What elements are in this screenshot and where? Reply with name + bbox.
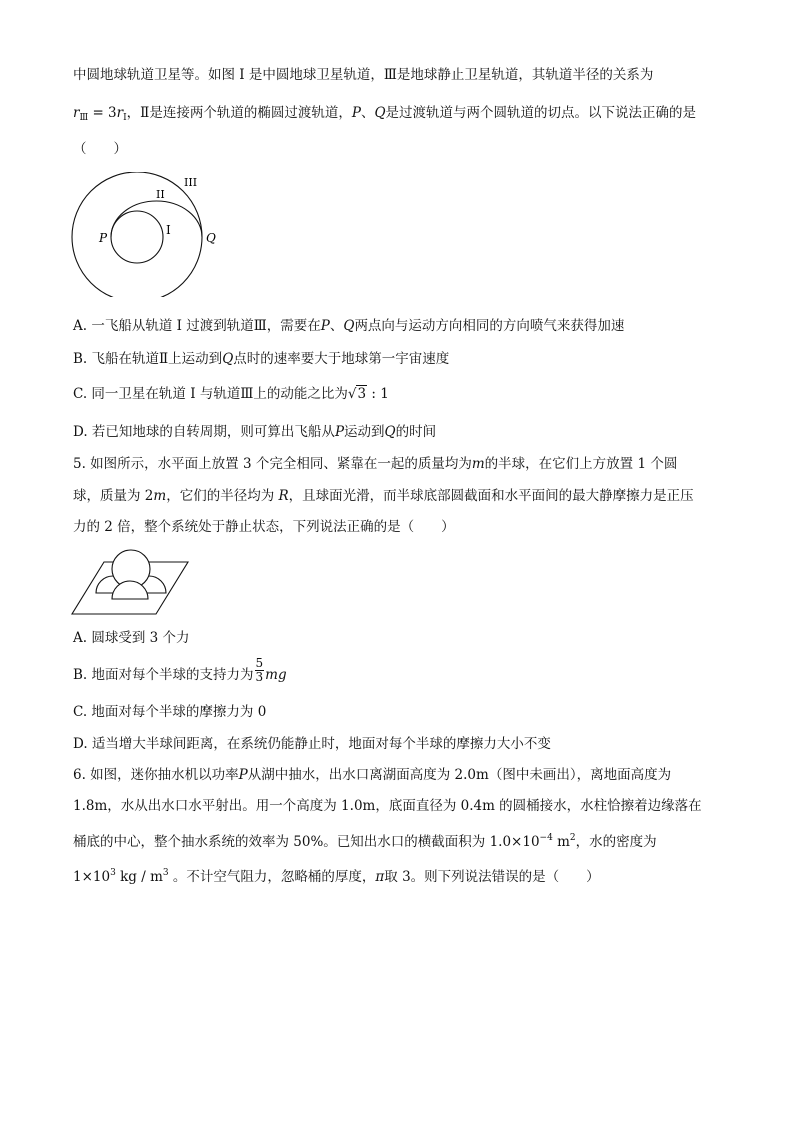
- radius-subscript-3: Ⅲ: [79, 113, 89, 123]
- option-d-text: D. 若已知地球的自转周期，则可算出飞船从: [73, 424, 335, 440]
- label-q: Q: [206, 231, 216, 245]
- q6-text-3: 1.8m，水从出水口水平射出。用一个高度为 1.0m，底面直径为 0.4m 的圆桶接水，水柱恰擦着边缘落在: [73, 798, 702, 814]
- q6-power-p: P: [238, 767, 248, 783]
- separator: 、: [360, 105, 375, 121]
- q5-option-a: [73, 629, 190, 647]
- radius-symbol-3: r: [73, 105, 80, 121]
- q4-option-c: [73, 385, 389, 403]
- intro-text-2: ，Ⅱ是连接两个轨道的椭圆过渡轨道，: [126, 105, 352, 121]
- label-iii: III: [184, 176, 198, 189]
- intro-line-1: [73, 66, 653, 84]
- q6-density-value: 1×10: [73, 869, 111, 885]
- q4-option-d: [73, 423, 436, 441]
- sqrt-radicand: 3: [357, 386, 367, 402]
- fraction-5-3: [255, 657, 265, 684]
- answer-bracket-4: [73, 140, 127, 158]
- label-ii: II: [156, 188, 165, 201]
- q6-area-unit-exponent: 2: [569, 833, 576, 843]
- q5-option-a-text: A. 圆球受到 3 个力: [73, 630, 190, 646]
- option-a-text-2: 两点向与运动方向相同的方向喷气来获得加速: [354, 318, 625, 334]
- option-c-ratio: : 1: [367, 386, 389, 402]
- label-p: P: [99, 231, 108, 245]
- orbit-i-circle: [111, 211, 163, 263]
- fraction-denominator: 3: [255, 670, 264, 684]
- option-b-text-2: 点时的速率要大于地球第一宇宙速度: [233, 351, 450, 367]
- label-i: I: [166, 223, 171, 237]
- option-a-sep: 、: [329, 318, 344, 334]
- bracket-text: （ ）: [73, 141, 127, 157]
- q6-area-unit: m: [552, 834, 570, 850]
- option-a-text: A. 一飞船从轨道 I 过渡到轨道Ⅲ，需要在: [73, 318, 321, 334]
- radius-symbol-1: r: [116, 105, 124, 121]
- q5-text-6: 力的 2 倍，整个系统处于静止状态，下列说法正确的是（ ）: [73, 519, 455, 535]
- q5-line-2: [73, 487, 694, 505]
- hemisphere-figure: [70, 546, 195, 616]
- q6-line-1: [73, 766, 671, 784]
- option-d-p: P: [334, 424, 345, 440]
- q6-pi: π: [375, 869, 385, 885]
- sqrt-expression: √3: [347, 386, 367, 402]
- q5-text-2: 的半球，在它们上方放置 1 个圆: [484, 456, 678, 472]
- option-b-q: Q: [222, 351, 234, 367]
- intro-text-3: 是过渡轨道与两个圆轨道的切点。以下说法正确的是: [385, 105, 697, 121]
- option-a-q: Q: [343, 318, 355, 334]
- q5-line-3: [73, 518, 455, 536]
- q5-text-5: ，且球面光滑，而半球底部圆截面和水平面间的最大静摩擦力是正压: [288, 488, 694, 504]
- point-q: Q: [374, 105, 386, 121]
- option-b-text: B. 飞船在轨道Ⅱ上运动到: [73, 351, 223, 367]
- q6-text-4: 桶底的中心，整个抽水系统的效率为 50%。已知出水口的横截面积为 1.0×10: [73, 834, 540, 850]
- q6-density-exponent: 3: [110, 868, 116, 878]
- orbit-iii-circle: [72, 172, 202, 297]
- intro-line-2: [73, 104, 696, 127]
- point-p: P: [351, 105, 361, 121]
- q5-mass-2m: m: [153, 488, 167, 504]
- option-c-text: C. 同一卫星在轨道 I 与轨道Ⅲ上的动能之比为: [73, 386, 348, 402]
- q6-density-unit-exponent: 3: [162, 868, 169, 878]
- q5-text-4: ，它们的半径均为: [166, 488, 279, 504]
- q6-text-2: 从湖中抽水，出水口离湖面高度为 2.0m（图中未画出），离地面高度为: [247, 767, 672, 783]
- q5-option-c: [73, 703, 266, 721]
- q5-text-3: 球，质量为 2: [73, 488, 154, 504]
- q5-option-b-text: B. 地面对每个半球的支持力为: [73, 667, 254, 683]
- option-d-text-2: 运动到: [344, 424, 385, 440]
- orbit-figure: [66, 172, 216, 297]
- q5-radius-r: R: [278, 488, 289, 504]
- option-d-text-3: 的时间: [395, 424, 437, 440]
- q5-line-1: [73, 455, 677, 473]
- intro-text-1: 中圆地球轨道卫星等。如图 I 是中圆地球卫星轨道，Ⅲ是地球静止卫星轨道，其轨道半径的关系为: [73, 67, 654, 83]
- q5-text-1: 5. 如图所示，水平面上放置 3 个完全相同、紧靠在一起的质量均为: [73, 456, 472, 472]
- q6-line-2: [73, 797, 702, 815]
- fraction-numerator: 5: [255, 656, 264, 670]
- q6-density-unit: kg / m: [115, 869, 163, 885]
- radius-subscript-1: Ⅰ: [123, 113, 127, 123]
- q6-text-5: ，水的密度为: [575, 834, 657, 850]
- q5-mass-m: m: [471, 456, 485, 472]
- q6-text-6: 。不计空气阻力，忽略桶的厚度，: [168, 869, 376, 885]
- q6-text-1: 6. 如图，迷你抽水机以功率: [73, 767, 239, 783]
- q4-option-a: [73, 317, 624, 335]
- q6-line-3: [73, 829, 657, 851]
- radius-equation: = 3: [88, 105, 117, 121]
- q5-option-b: [73, 656, 287, 684]
- q4-option-b: [73, 350, 449, 368]
- option-d-q: Q: [384, 424, 396, 440]
- q5-mg: mg: [265, 667, 287, 683]
- q6-area-exponent: −4: [539, 833, 553, 843]
- q6-text-7: 取 3。则下列说法错误的是（ ）: [384, 869, 600, 885]
- q5-option-c-text: C. 地面对每个半球的摩擦力为 0: [73, 704, 267, 720]
- q5-option-d-text: D. 适当增大半球间距离，在系统仍能静止时，地面对每个半球的摩擦力大小不变: [73, 736, 551, 752]
- q6-line-4: [73, 864, 600, 886]
- q5-option-d: [73, 735, 551, 753]
- option-a-p: P: [320, 318, 330, 334]
